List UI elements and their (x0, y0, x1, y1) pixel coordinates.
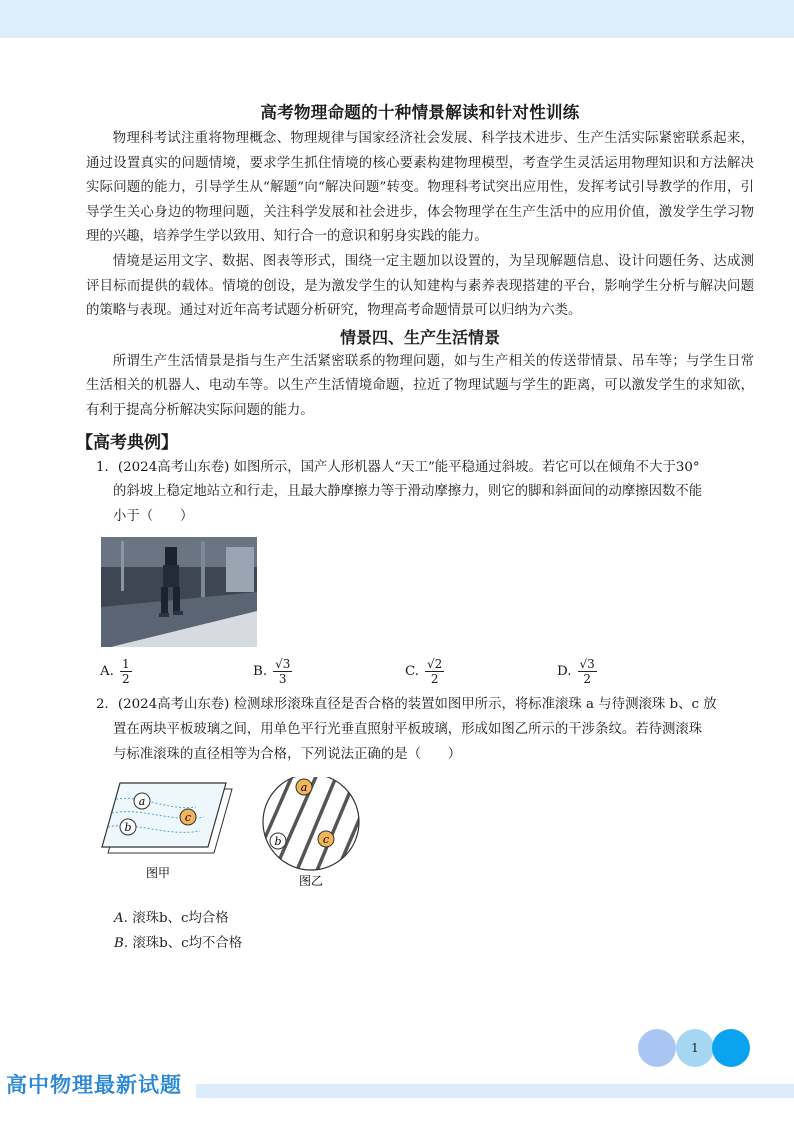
ball-c-label: c (184, 811, 192, 825)
fringe-ball-c-label: c (322, 833, 330, 847)
option-c-label: C. (405, 663, 420, 679)
figure-b-caption: 图乙 (298, 874, 324, 889)
section-paragraph: 所谓生产生活情景是指与生产生活紧密联系的物理问题，如与生产相关的传送带情景、吊车等；与学生日常生活相关的机器人、电动车等。以生产生活情境命题，拉近了物理试题与学生的距离，可以激发学生的求知欲，有利于提高分析解决实际问题的能力。 (86, 353, 754, 418)
figure-a-glass-plates (102, 783, 232, 853)
option-b-denominator: 3 (278, 672, 287, 687)
footer-band (196, 1084, 794, 1098)
robot-photo (101, 537, 257, 647)
option-c-denominator: 2 (430, 672, 439, 687)
question-1-line-2: 的斜坡上稳定地站立和行走，且最大静摩擦力等于滑动摩擦力，则它的脚和斜面间的动摩擦因数不能 (113, 484, 703, 500)
answer-a-letter: A. (114, 911, 128, 927)
question-2-line-1: 2．(2024高考山东卷) 检测球形滚珠直径是否合格的装置如图甲所示，将标准滚珠 a 与待测滚珠 b、c 放 (96, 697, 717, 713)
page-title: 高考物理命题的十种情景解读和针对性训练 (260, 103, 580, 122)
option-b-label: B. (253, 663, 268, 679)
page-badge-circle-right (712, 1029, 750, 1067)
document-body (76, 100, 754, 956)
answer-b[interactable] (96, 932, 754, 957)
footer-logo-text: 高中物理最新试题 (6, 1073, 182, 1097)
option-d[interactable] (557, 657, 597, 686)
option-d-fraction (578, 657, 597, 686)
question-2-line-2: 置在两块平板玻璃之间，用单色平行光垂直照射平板玻璃，形成如图乙所示的干涉条纹。若待测滚珠 (113, 721, 703, 737)
option-b[interactable] (253, 657, 292, 686)
header-band (0, 0, 794, 38)
option-c-fraction (425, 657, 444, 686)
section-title: 情景四、生产生活情景 (339, 327, 500, 347)
question-1-line-3: 小于（ ） (113, 508, 194, 524)
question-1-options (96, 651, 754, 693)
answer-b-letter: B. (114, 935, 129, 951)
fringe-ball-b-label: b (274, 835, 282, 849)
page-badge-circle-left (638, 1029, 676, 1067)
option-d-label: D. (557, 663, 572, 679)
option-a-denominator: 2 (121, 672, 130, 687)
intro-paragraph-1: 物理科考试注重将物理概念、物理规律与国家经济社会发展、科学技术进步、生产生活实际紧密联系起来，通过设置真实的问题情境，要求学生抓住情境的核心要素构建物理模型，考查学生灵活运用物理知识和方法解决实际问题的能力，引导学生从“解题”向“解决问题”转变。物理科考试突出应用性，发挥考试引导教学的作用，引导学生关心身边的物理问题，关注科学发展和社会进步，体会物理学在生产生活中的应用价值，激发学生学习物理的兴趣，培养学生学以致用、知行合一的意识和躬身实践的能力。 (86, 131, 754, 245)
option-a-numerator: 1 (121, 657, 130, 672)
page-number: 1 (691, 1041, 699, 1055)
answer-b-text: 滚珠b、c均不合格 (132, 935, 243, 951)
option-b-fraction (273, 657, 292, 686)
examples-heading: 【高考典例】 (76, 432, 178, 453)
option-a-label: A. (100, 663, 114, 679)
option-b-numerator: √3 (275, 657, 291, 672)
figure-pair (96, 777, 396, 907)
option-c-numerator: √2 (427, 657, 443, 672)
question-2-line-3: 与标准滚珠的直径相等为合格，下列说法正确的是（ ） (113, 746, 462, 762)
option-a-fraction (120, 657, 132, 686)
option-d-denominator: 2 (583, 672, 591, 687)
question-2 (86, 693, 754, 956)
option-d-numerator: √3 (579, 657, 595, 672)
option-c[interactable] (405, 657, 444, 686)
figure-a-caption: 图甲 (145, 866, 171, 881)
fringe-ball-a-label: a (300, 781, 308, 795)
question-1 (86, 456, 754, 694)
answer-a[interactable] (96, 907, 754, 932)
question-1-line-1: 1．(2024高考山东卷) 如图所示，国产人形机器人“天工”能平稳通过斜坡。若它可以在倾角不大于30° (96, 459, 700, 475)
answer-a-text: 滚珠b、c均合格 (132, 911, 229, 927)
intro-paragraph-2: 情境是运用文字、数据、图表等形式，围绕一定主题加以设置的，为呈现解题信息、设计问题任务、达成测评目标而提供的载体。情境的创设，是为激发学生的认知建构与素养表现搭建的平台，影响学生分析与解决问题的策略与表现。通过对近年高考试题分析研究，物理高考命题情景可以归纳为六类。 (86, 253, 754, 319)
ball-a-label: a (138, 795, 146, 809)
ball-b-label: b (124, 821, 132, 835)
option-a[interactable] (100, 657, 132, 686)
